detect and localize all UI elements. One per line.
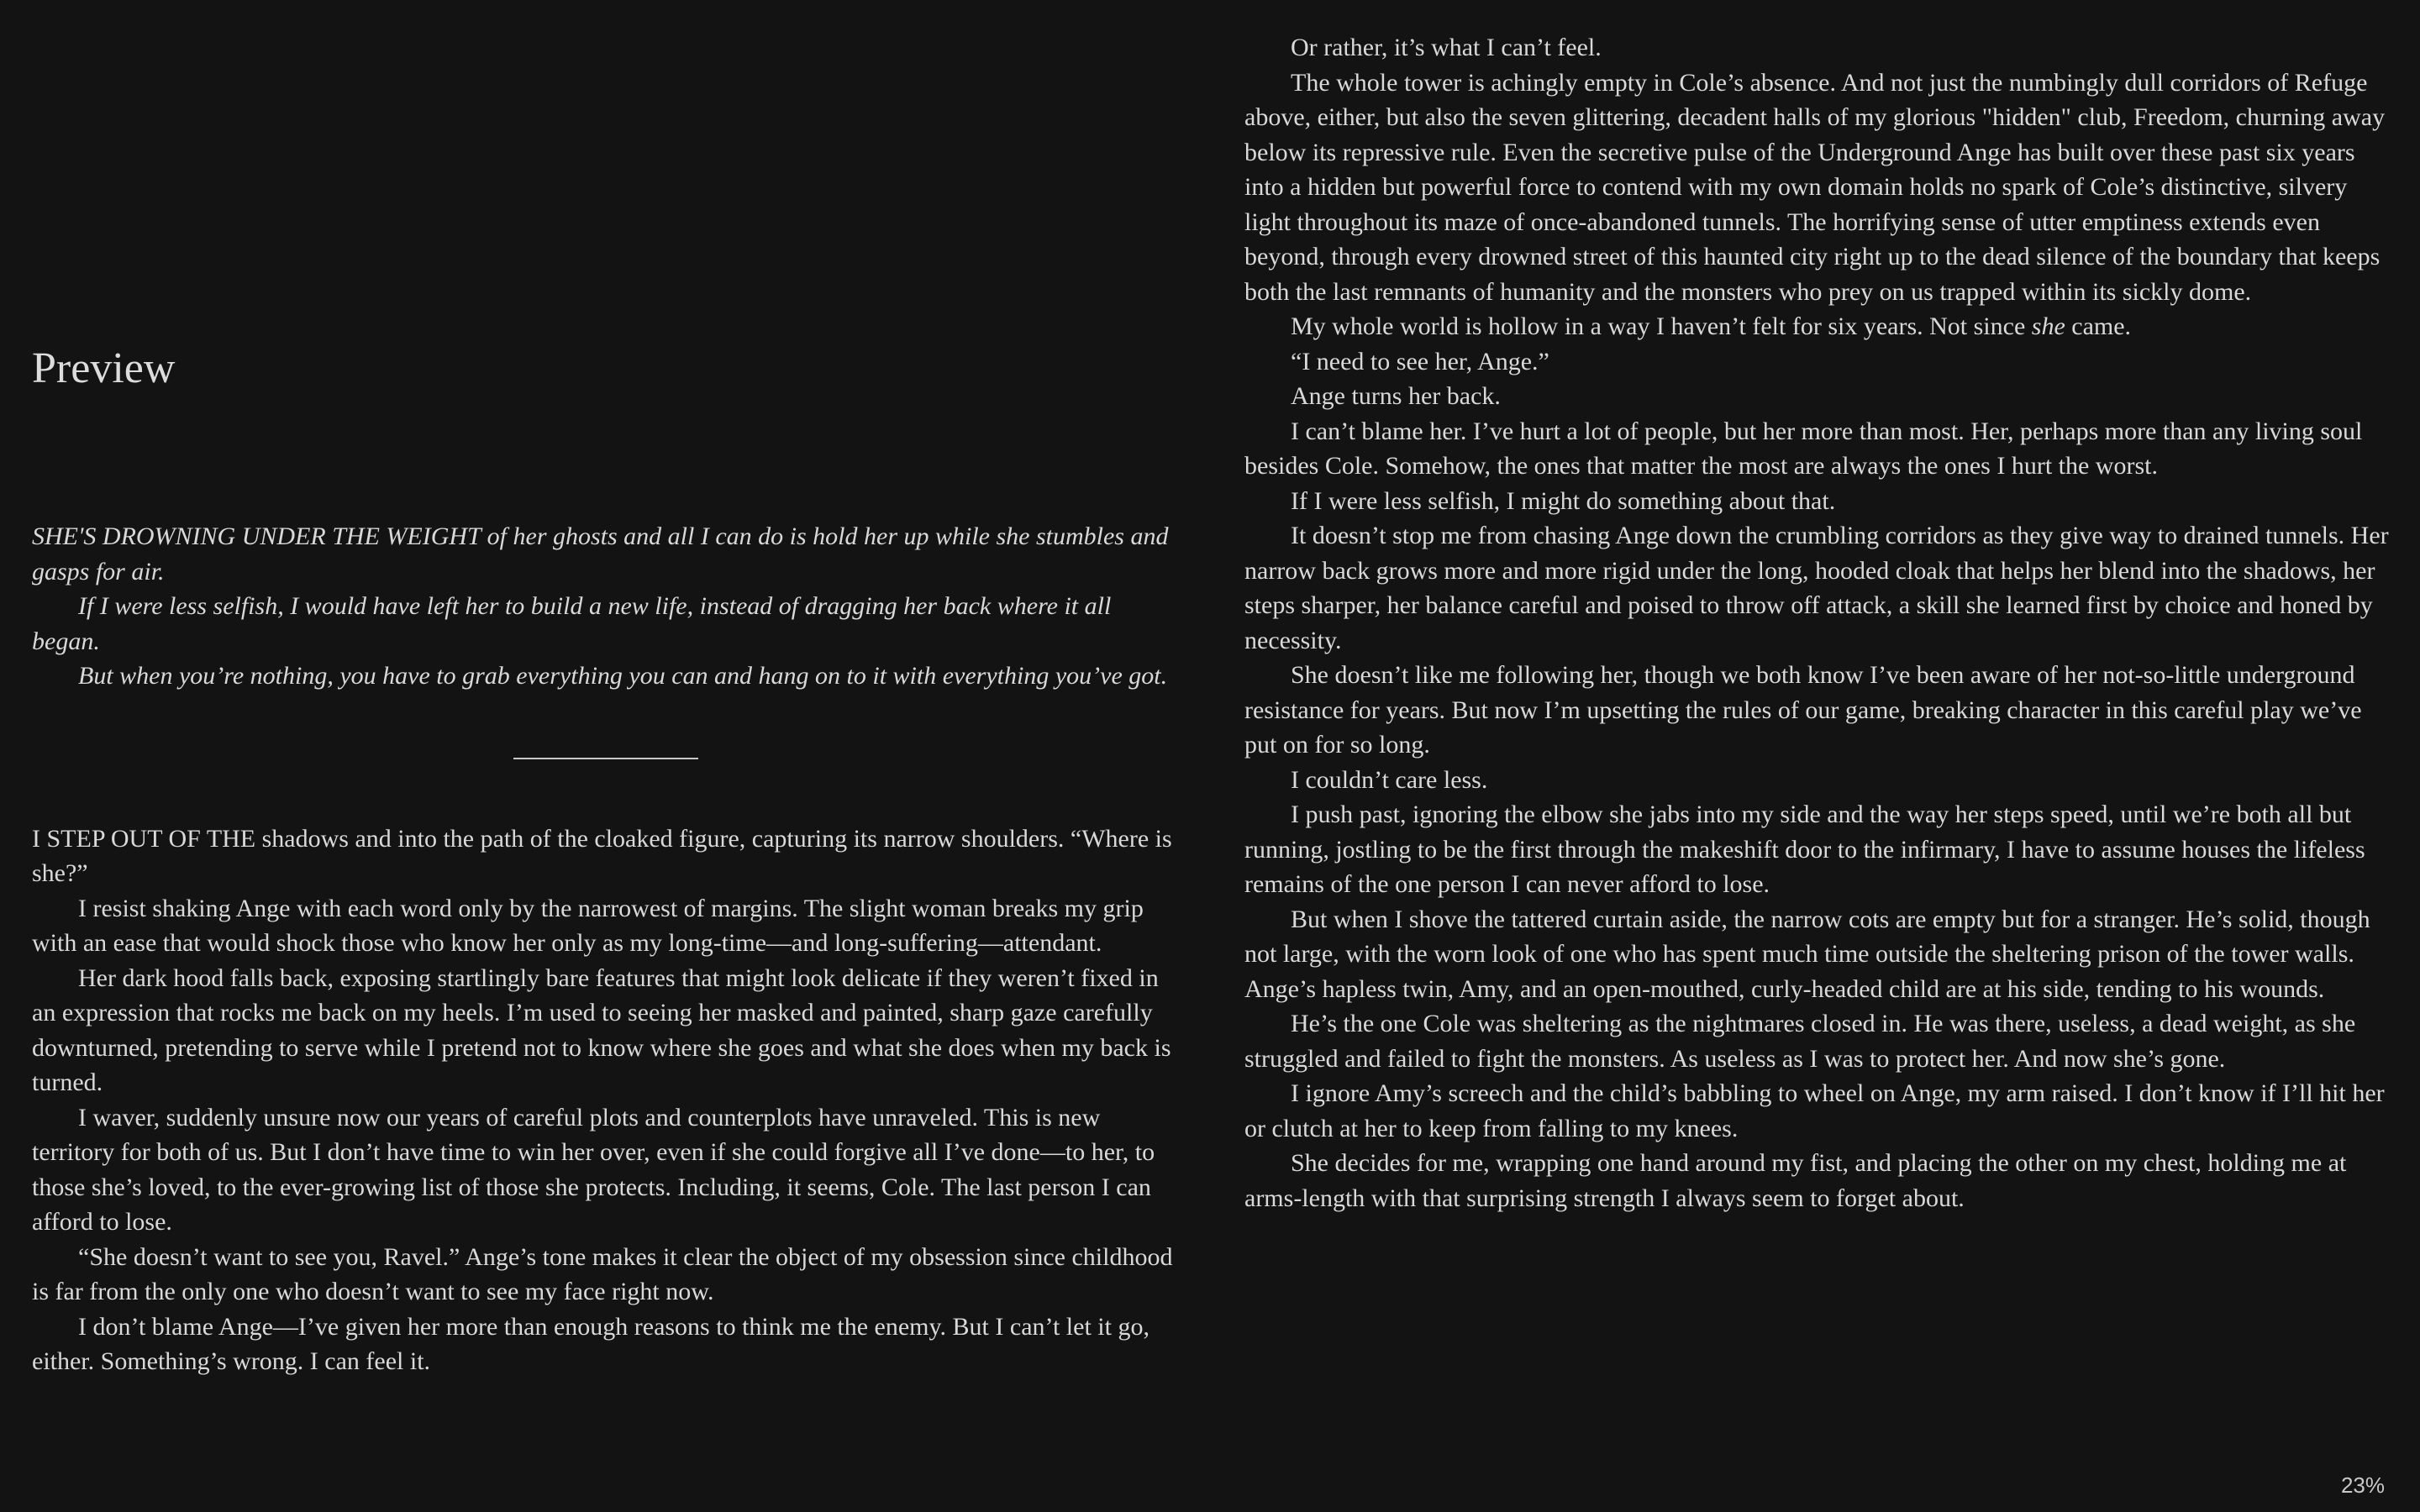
paragraph: My whole world is hollow in a way I haven’t felt for six years. Not since she came. [1291, 312, 2132, 340]
paragraph: But when I shove the tattered curtain aside, the narrow cots are empty but for a stranger. He’s solid, though not large, with the worn look of one who has spent much time outside the sheltering prison of the tower walls. Ange’s hapless twin, Amy, and an open-mouthed, curly-headed child are at his side, tending to his wounds. [1244, 905, 2370, 1003]
chapter-heading: Preview [32, 344, 176, 392]
paragraph: If I were less selfish, I would have left her to build a new life, instead of dragging her back where it all began. [32, 592, 1112, 655]
paragraph: Ange turns her back. [1291, 382, 1501, 410]
paragraph: SHE'S DROWNING UNDER THE WEIGHT of her ghosts and all I can do is hold her up while she stumbles and gasps for air. [32, 522, 1169, 585]
paragraph: He’s the one Cole was sheltering as the nightmares closed in. He was there, useless, a dead weight, as she struggled and failed to fight the monsters. As useless as I was to protect her. And now she’s gone. [1244, 1010, 2356, 1073]
paragraph: Her dark hood falls back, exposing startlingly bare features that might look delicate if they weren’t fixed in an expression that rocks me back on my heels. I’m used to seeing her masked and painted, sharp gaze carefully downturned, pretending to serve while I pretend not to know where she goes and what she does when my back is turned. [32, 963, 1171, 1096]
page-right[interactable] [1244, 0, 2392, 1512]
paragraph: She decides for me, wrapping one hand around my fist, and placing the other on my chest, holding me at arms-length with that surprising strength I always seem to forget about. [1244, 1149, 2347, 1212]
left-page-body-text [32, 822, 1179, 1379]
paragraph: The whole tower is achingly empty in Cole’s absence. And not just the numbingly dull corridors of Refuge above, either, but also the seven glittering, decadent halls of my glorious "hidden" club, Freedom, churning away below its repressive rule. Even the secretive pulse of the Underground Ange has built over these past six years into a hidden but powerful force to contend with my own domain holds no spark of Cole’s distinctive, silvery light throughout its maze of once-abandoned tunnels. The horrifying sense of utter emptiness extends even beyond, through every drowned street of this haunted city right up to the dead silence of the boundary that keeps both the last remnants of humanity and the monsters who prey on us trapped within its sickly dome. [1244, 68, 2386, 306]
page-left[interactable] [32, 0, 1179, 1512]
paragraph: I resist shaking Ange with each word only by the narrowest of margins. The slight woman breaks my grip with an ease that would shock those who know her only as my long-time—and long-suffering—attendant. [32, 894, 1144, 957]
reading-progress-indicator: 23% [2340, 1473, 2385, 1498]
paragraph: But when you’re nothing, you have to grab everything you can and hang on to it with everything you’ve got. [78, 662, 1168, 690]
paragraph: “She doesn’t want to see you, Ravel.” Ange’s tone makes it clear the object of my obsession since childhood is far from the only one who doesn’t want to see my face right now. [32, 1242, 1173, 1305]
paragraph: I STEP OUT OF THE shadows and into the path of the cloaked figure, capturing its narrow shoulders. “Where is she?” [32, 824, 1172, 887]
epigraph-block [32, 519, 1179, 694]
paragraph: If I were less selfish, I might do something about that. [1291, 486, 1836, 515]
paragraph: I waver, suddenly unsure now our years of careful plots and counterplots have unraveled. This is new territory for both of us. But I don’t have time to win her over, even if she could forgive all I’ve done—to her, to those she’s loved, to the ever-growing list of those she protects. Including, it seems, Cole. The last person I can afford to lose. [32, 1103, 1155, 1236]
paragraph: She doesn’t like me following her, though we both know I’ve been aware of her not-so-little underground resistance for years. But now I’m upsetting the rules of our game, breaking character in this careful play we’ve put on for so long. [1244, 661, 2362, 759]
paragraph: I can’t blame her. I’ve hurt a lot of people, but her more than most. Her, perhaps more than any living soul besides Cole. Somehow, the ones that matter the most are always the ones I hurt the worst. [1244, 417, 2363, 480]
paragraph: “I need to see her, Ange.” [1291, 347, 1549, 375]
paragraph: I push past, ignoring the elbow she jabs into my side and the way her steps speed, until we’re both all but running, jostling to be the first through the makeshift door to the infirmary, I have to assume houses the lifeless remains of the one person I can never afford to lose. [1244, 801, 2365, 898]
paragraph: I ignore Amy’s screech and the child’s babbling to wheel on Ange, my arm raised. I don’t know if I’ll hit her or clutch at her to keep from falling to my knees. [1244, 1079, 2385, 1142]
right-page-body-text [1244, 30, 2392, 1215]
scene-divider [32, 758, 1179, 759]
paragraph: I couldn’t care less. [1291, 765, 1488, 794]
paragraph: Or rather, it’s what I can’t feel. [1291, 34, 1602, 61]
scene-divider-line [513, 758, 698, 759]
paragraph: It doesn’t stop me from chasing Ange down the crumbling corridors as they give way to drained tunnels. Her narrow back grows more and more rigid under the long, hooded cloak that helps her blend into the shadows, her steps sharper, her balance careful and poised to throw off attack, a skill she learned first by choice and honed by necessity. [1244, 522, 2389, 654]
paragraph: I don’t blame Ange—I’ve given her more than enough reasons to think me the enemy. But I can’t let it go, either. Something’s wrong. I can feel it. [32, 1312, 1150, 1375]
